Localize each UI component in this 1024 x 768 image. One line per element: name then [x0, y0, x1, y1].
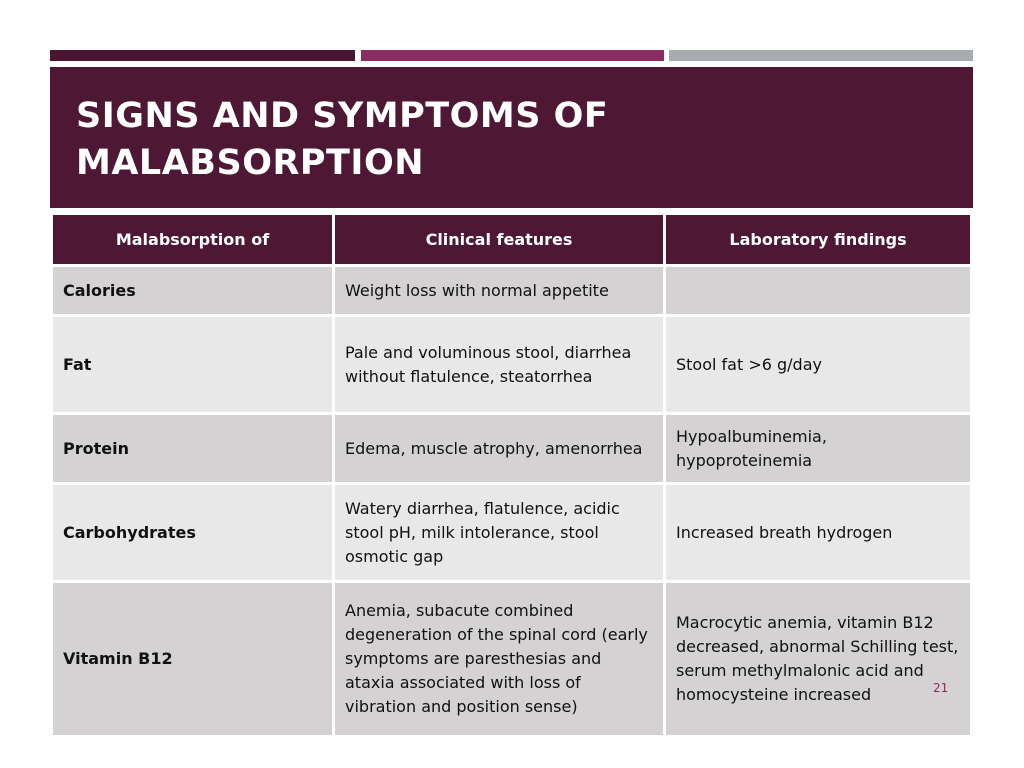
clinical-features-cell: Watery diarrhea, flatulence, acidic stool pH, milk intolerance, stool osmotic gap — [334, 484, 665, 582]
row-label: Vitamin B12 — [52, 582, 334, 737]
clinical-features-cell: Weight loss with normal appetite — [334, 266, 665, 316]
laboratory-findings-cell: Hypoalbuminemia, hypoproteinemia — [665, 414, 972, 484]
slide-title: SIGNS AND SYMPTOMS OF MALABSORPTION — [76, 95, 609, 183]
table-header-row — [52, 214, 972, 266]
table-row — [52, 582, 972, 737]
row-label: Fat — [52, 316, 334, 414]
accent-stripe-1 — [50, 50, 355, 61]
laboratory-findings-cell: Stool fat >6 g/day — [665, 316, 972, 414]
header-malabsorption-of: Malabsorption of — [52, 214, 334, 266]
clinical-features-cell: Edema, muscle atrophy, amenorrhea — [334, 414, 665, 484]
laboratory-findings-cell: Increased breath hydrogen — [665, 484, 972, 582]
accent-stripe-2 — [361, 50, 664, 61]
clinical-features-cell: Anemia, subacute combined degeneration of the spinal cord (early symptoms are paresthesias and ataxia associated with loss of vibration and position sense) — [334, 582, 665, 737]
header-clinical-features: Clinical features — [334, 214, 665, 266]
row-label: Calories — [52, 266, 334, 316]
laboratory-findings-cell — [665, 266, 972, 316]
table-row — [52, 484, 972, 582]
clinical-features-cell: Pale and voluminous stool, diarrhea without flatulence, steatorrhea — [334, 316, 665, 414]
table-row — [52, 414, 972, 484]
laboratory-findings-cell: Macrocytic anemia, vitamin B12 decreased, abnormal Schilling test, serum methylmalonic acid and homocysteine increased — [665, 582, 972, 737]
header-laboratory-findings: Laboratory findings — [665, 214, 972, 266]
table-row — [52, 316, 972, 414]
malabsorption-table — [50, 212, 973, 738]
page-number: 21 — [933, 681, 949, 695]
row-label: Carbohydrates — [52, 484, 334, 582]
table-row — [52, 266, 972, 316]
row-label: Protein — [52, 414, 334, 484]
accent-stripe-3 — [669, 50, 973, 61]
title-banner — [50, 67, 973, 208]
